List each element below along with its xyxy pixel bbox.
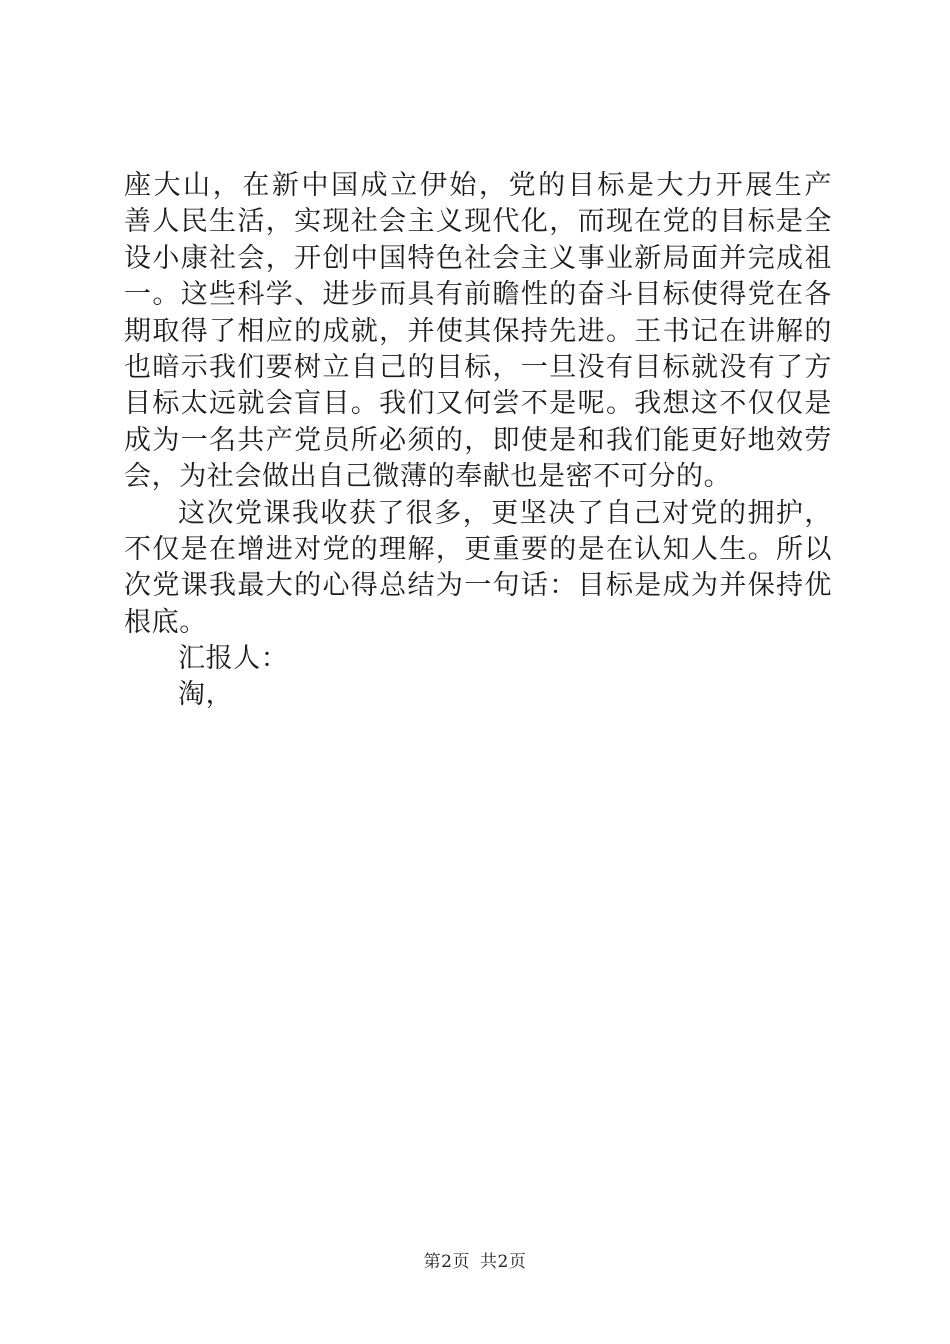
paragraph-line: 一。这些科学、进步而具有前瞻性的奋斗目标使得党在各 xyxy=(124,279,832,311)
signature-line: 淘， xyxy=(178,679,234,711)
paragraph-line: 会，为社会做出自己微薄的奉献也是密不可分的。 xyxy=(124,461,732,493)
paragraph-line: 次党课我最大的心得总结为一句话：目标是成为并保持优 xyxy=(124,570,832,602)
paragraph-line: 不仅是在增进对党的理解，更重要的是在认知人生。所以 xyxy=(124,533,832,565)
reporter-label: 汇报人： xyxy=(178,643,289,675)
page-footer xyxy=(0,1247,950,1272)
paragraph-line: 善人民生活，实现社会主义现代化，而现在党的目标是全 xyxy=(124,206,832,238)
paragraph-line: 也暗示我们要树立自己的目标，一旦没有目标就没有了方 xyxy=(124,351,832,383)
paragraph-line: 根底。 xyxy=(124,606,207,638)
paragraph-line: 座大山，在新中国成立伊始，党的目标是大力开展生产 xyxy=(124,170,832,201)
document-body xyxy=(124,168,832,714)
paragraph-line: 这次党课我收获了很多，更坚决了自己对党的拥护， xyxy=(178,497,832,529)
paragraph-line: 成为一名共产党员所必须的，即使是和我们能更好地效劳 xyxy=(124,424,832,456)
page-number-total: 共2页 xyxy=(480,1252,527,1272)
page-number-current: 第2页 xyxy=(423,1252,470,1272)
paragraph-line: 设小康社会，开创中国特色社会主义事业新局面并完成祖 xyxy=(124,242,832,274)
paragraph-line: 目标太远就会盲目。我们又何尝不是呢。我想这不仅仅是 xyxy=(124,388,832,420)
paragraph-line: 期取得了相应的成就，并使其保持先进。王书记在讲解的 xyxy=(124,315,832,347)
